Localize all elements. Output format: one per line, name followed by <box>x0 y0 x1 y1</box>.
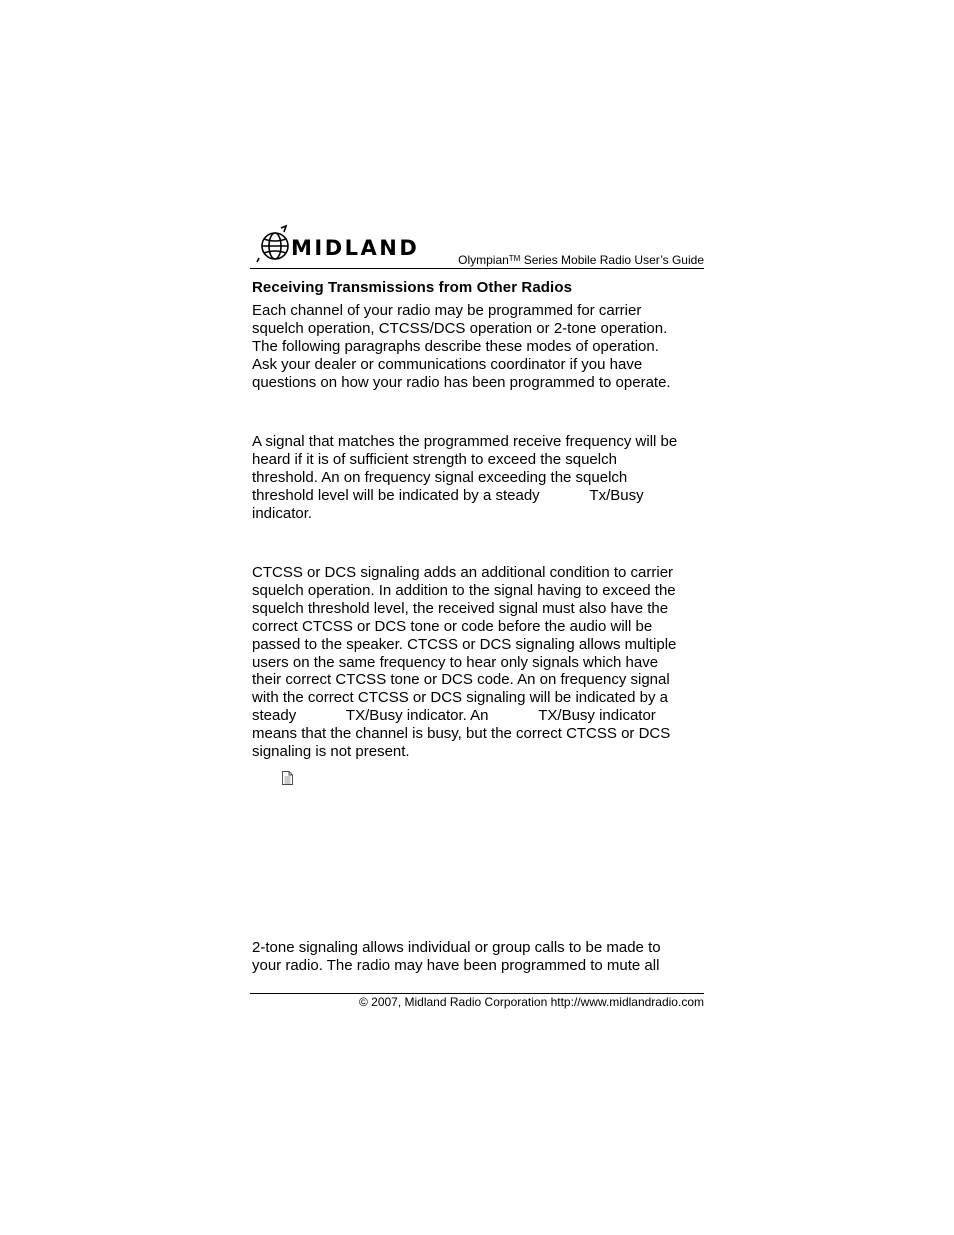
midland-logo <box>255 224 445 264</box>
section-heading: Receiving Transmissions from Other Radios <box>252 279 573 296</box>
ctcss-dcs-paragraph: CTCSS or DCS signaling adds an additional condition to carrier squelch operation. In addition to the signal having to exceed the squelch threshold level, the received signal must also have the correct CTCSS or DCS tone or code before the audio will be passed to the speaker. CTCSS or DCS signaling allows multiple users on the same frequency to hear only signals which have their correct CTCSS tone or DCS code. An on frequency signal with the correct CTCSS or DCS signaling will be indicated by a steady TX/Busy indicator. An TX/Busy indicator means that the channel is busy, but the correct CTCSS or DCS signaling is not present. <box>252 564 677 761</box>
intro-paragraph: Each channel of your radio may be programmed for carrier squelch operation, CTCSS/DCS operation or 2-tone operation. The following paragraphs describe these modes of operation. Ask your dealer or communications coordinator if you have questions on how your radio has been programmed to operate. <box>252 302 671 391</box>
copyright-symbol: © <box>358 995 368 1009</box>
document-title: Olympian™ Series Mobile Radio User’s Guide <box>458 253 704 267</box>
note-page-icon <box>282 771 293 785</box>
footer-rule <box>250 993 704 994</box>
globe-icon <box>257 226 288 262</box>
trademark-mark: TM <box>508 254 521 263</box>
page-header <box>250 222 704 268</box>
two-tone-paragraph: 2-tone signaling allows individual or group calls to be made to your radio. The radio may have been programmed to mute all <box>252 939 661 974</box>
carrier-squelch-paragraph: A signal that matches the programmed receive frequency will be heard if it is of sufficient strength to exceed the squelch threshold. An on frequency signal exceeding the squelch threshold level will be indicated by a steady Tx/Busy indicator. <box>252 433 678 522</box>
footer-text: 2007, Midland Radio Corporation http://www.midlandradio.com <box>367 995 704 1009</box>
logo-text: MIDLAND <box>291 236 420 260</box>
page-footer <box>359 995 704 1009</box>
header-rule <box>250 268 704 269</box>
